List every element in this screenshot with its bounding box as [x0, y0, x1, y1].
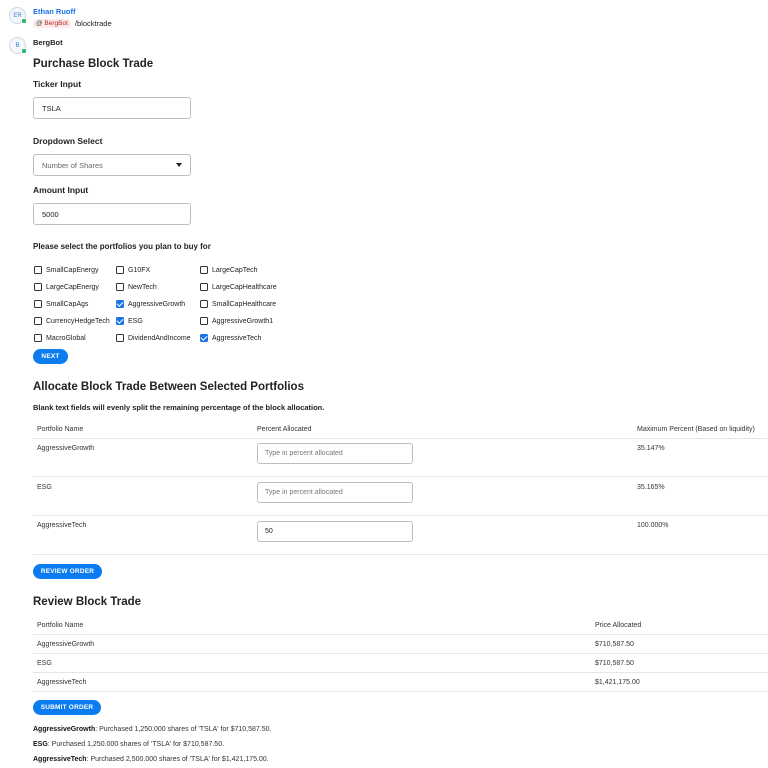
review-row-name: AggressiveGrowth: [37, 641, 95, 648]
user-initials: ER: [13, 12, 22, 19]
submit-order-button[interactable]: SUBMIT ORDER: [33, 700, 101, 715]
col-header-max: Maximum Percent (Based on liquidity): [637, 426, 755, 433]
ticker-label: Ticker Input: [33, 79, 82, 89]
col-header-portfolio: Portfolio Name: [37, 622, 84, 629]
col-header-portfolio: Portfolio Name: [37, 426, 84, 433]
portfolio-checkbox-label: AggressiveGrowth1: [212, 317, 274, 325]
online-status-icon: [21, 18, 27, 24]
review-row-price: $710,587.50: [595, 660, 634, 667]
portfolio-checkbox-label: MacroGlobal: [46, 334, 86, 342]
portfolio-checkbox[interactable]: [116, 317, 143, 325]
review-row-price: $1,421,175.00: [595, 679, 640, 686]
col-header-percent: Percent Allocated: [257, 426, 312, 433]
checkbox-unchecked-icon[interactable]: [34, 317, 42, 325]
portfolio-checkbox-label: DividendAndIncome: [128, 334, 191, 342]
percent-input[interactable]: Type in percent allocated: [257, 443, 413, 464]
online-status-icon: [21, 48, 27, 54]
checkbox-unchecked-icon[interactable]: [34, 334, 42, 342]
portfolio-checkbox[interactable]: [200, 300, 276, 308]
divider: [33, 634, 768, 635]
dropdown-label: Dropdown Select: [33, 136, 103, 146]
alloc-row-max: 35.165%: [637, 484, 665, 491]
review-title: Review Block Trade: [33, 596, 142, 608]
portfolio-checkbox-label: SmallCapEnergy: [46, 266, 99, 274]
allocate-subtitle: Blank text fields will evenly split the remaining percentage of the block allocation.: [33, 403, 325, 412]
portfolio-prompt: Please select the portfolios you plan to buy for: [33, 242, 211, 251]
portfolio-checkbox-label: SmallCapHealthcare: [212, 300, 277, 308]
divider: [33, 672, 768, 673]
checkbox-unchecked-icon[interactable]: [34, 300, 42, 308]
review-order-button[interactable]: REVIEW ORDER: [33, 564, 102, 579]
result-message: AggressiveTech: Purchased 2,500.000 shares of 'TSLA' for $1,421,175.00.: [33, 756, 269, 763]
checkbox-unchecked-icon[interactable]: [34, 266, 42, 274]
alloc-row-max: 100.000%: [637, 522, 669, 529]
next-button[interactable]: NEXT: [33, 349, 68, 364]
ticker-input[interactable]: TSLA: [33, 97, 191, 119]
review-row-price: $710,587.50: [595, 641, 634, 648]
bot-name: BergBot: [33, 38, 63, 47]
checkbox-unchecked-icon[interactable]: [116, 283, 124, 291]
divider: [33, 691, 768, 692]
portfolio-checkbox-label: AggressiveGrowth: [128, 300, 186, 308]
divider: [33, 476, 768, 477]
divider: [33, 653, 768, 654]
alloc-row-name: ESG: [37, 484, 52, 491]
review-row-name: ESG: [37, 660, 52, 667]
portfolio-checkbox[interactable]: [34, 317, 110, 325]
divider: [33, 554, 768, 555]
portfolio-checkbox[interactable]: [116, 266, 150, 274]
checkbox-unchecked-icon[interactable]: [34, 283, 42, 291]
portfolio-checkbox-label: CurrencyHedgeTech: [46, 317, 110, 325]
portfolio-checkbox-label: ESG: [128, 317, 143, 325]
divider: [33, 438, 768, 439]
portfolio-checkbox[interactable]: [200, 283, 277, 291]
checkbox-unchecked-icon[interactable]: [116, 334, 124, 342]
review-row-name: AggressiveTech: [37, 679, 87, 686]
bot-mention[interactable]: @ BergBot: [33, 19, 71, 28]
portfolio-checkbox-label: LargeCapHealthcare: [212, 283, 277, 291]
bot-avatar[interactable]: [9, 37, 26, 54]
checkbox-checked-icon[interactable]: [200, 334, 208, 342]
portfolio-checkbox-label: G10FX: [128, 266, 151, 274]
portfolio-checkbox[interactable]: [116, 283, 157, 291]
percent-input[interactable]: Type in percent allocated: [257, 482, 413, 503]
col-header-price: Price Allocated: [595, 622, 642, 629]
checkbox-unchecked-icon[interactable]: [116, 266, 124, 274]
portfolio-checkbox[interactable]: [34, 283, 99, 291]
alloc-row-max: 35.147%: [637, 445, 665, 452]
user-avatar[interactable]: [9, 7, 26, 24]
portfolio-checkbox[interactable]: [200, 317, 273, 325]
dropdown-value: Number of Shares: [42, 160, 103, 170]
bot-initial: B: [15, 42, 20, 49]
portfolio-checkbox-grid: [34, 266, 294, 346]
checkbox-checked-icon[interactable]: [116, 317, 124, 325]
portfolio-checkbox-label: NewTech: [128, 283, 157, 291]
message-sender[interactable]: Ethan Ruoff: [33, 7, 76, 16]
chevron-down-icon: [176, 163, 182, 167]
shares-dropdown[interactable]: [33, 154, 191, 176]
checkbox-unchecked-icon[interactable]: [200, 266, 208, 274]
portfolio-checkbox[interactable]: [34, 334, 86, 342]
alloc-row-name: AggressiveGrowth: [37, 445, 95, 452]
portfolio-checkbox[interactable]: [200, 266, 258, 274]
portfolio-checkbox-label: SmallCapAgs: [46, 300, 89, 308]
result-message: AggressiveGrowth: Purchased 1,250.000 shares of 'TSLA' for $710,587.50.: [33, 726, 272, 733]
command-text: /blocktrade: [74, 19, 112, 28]
checkbox-unchecked-icon[interactable]: [200, 317, 208, 325]
checkbox-unchecked-icon[interactable]: [200, 283, 208, 291]
portfolio-checkbox[interactable]: [34, 266, 99, 274]
amount-input[interactable]: 5000: [33, 203, 191, 225]
portfolio-checkbox-label: LargeCapEnergy: [46, 283, 99, 291]
amount-label: Amount Input: [33, 185, 89, 195]
purchase-title: Purchase Block Trade: [33, 58, 154, 70]
allocate-title: Allocate Block Trade Between Selected Portfolios: [33, 381, 304, 393]
checkbox-checked-icon[interactable]: [116, 300, 124, 308]
checkbox-unchecked-icon[interactable]: [200, 300, 208, 308]
divider: [33, 515, 768, 516]
portfolio-checkbox-label: AggressiveTech: [212, 334, 262, 342]
command-message: [33, 19, 112, 28]
portfolio-checkbox-label: LargeCapTech: [212, 266, 258, 274]
alloc-row-name: AggressiveTech: [37, 522, 87, 529]
portfolio-checkbox[interactable]: [116, 300, 185, 308]
portfolio-checkbox[interactable]: [200, 334, 261, 342]
portfolio-checkbox[interactable]: [116, 334, 191, 342]
portfolio-checkbox[interactable]: [34, 300, 88, 308]
result-message: ESG: Purchased 1,250.000 shares of 'TSLA' for $710,587.50.: [33, 741, 225, 748]
percent-input[interactable]: 50: [257, 521, 413, 542]
